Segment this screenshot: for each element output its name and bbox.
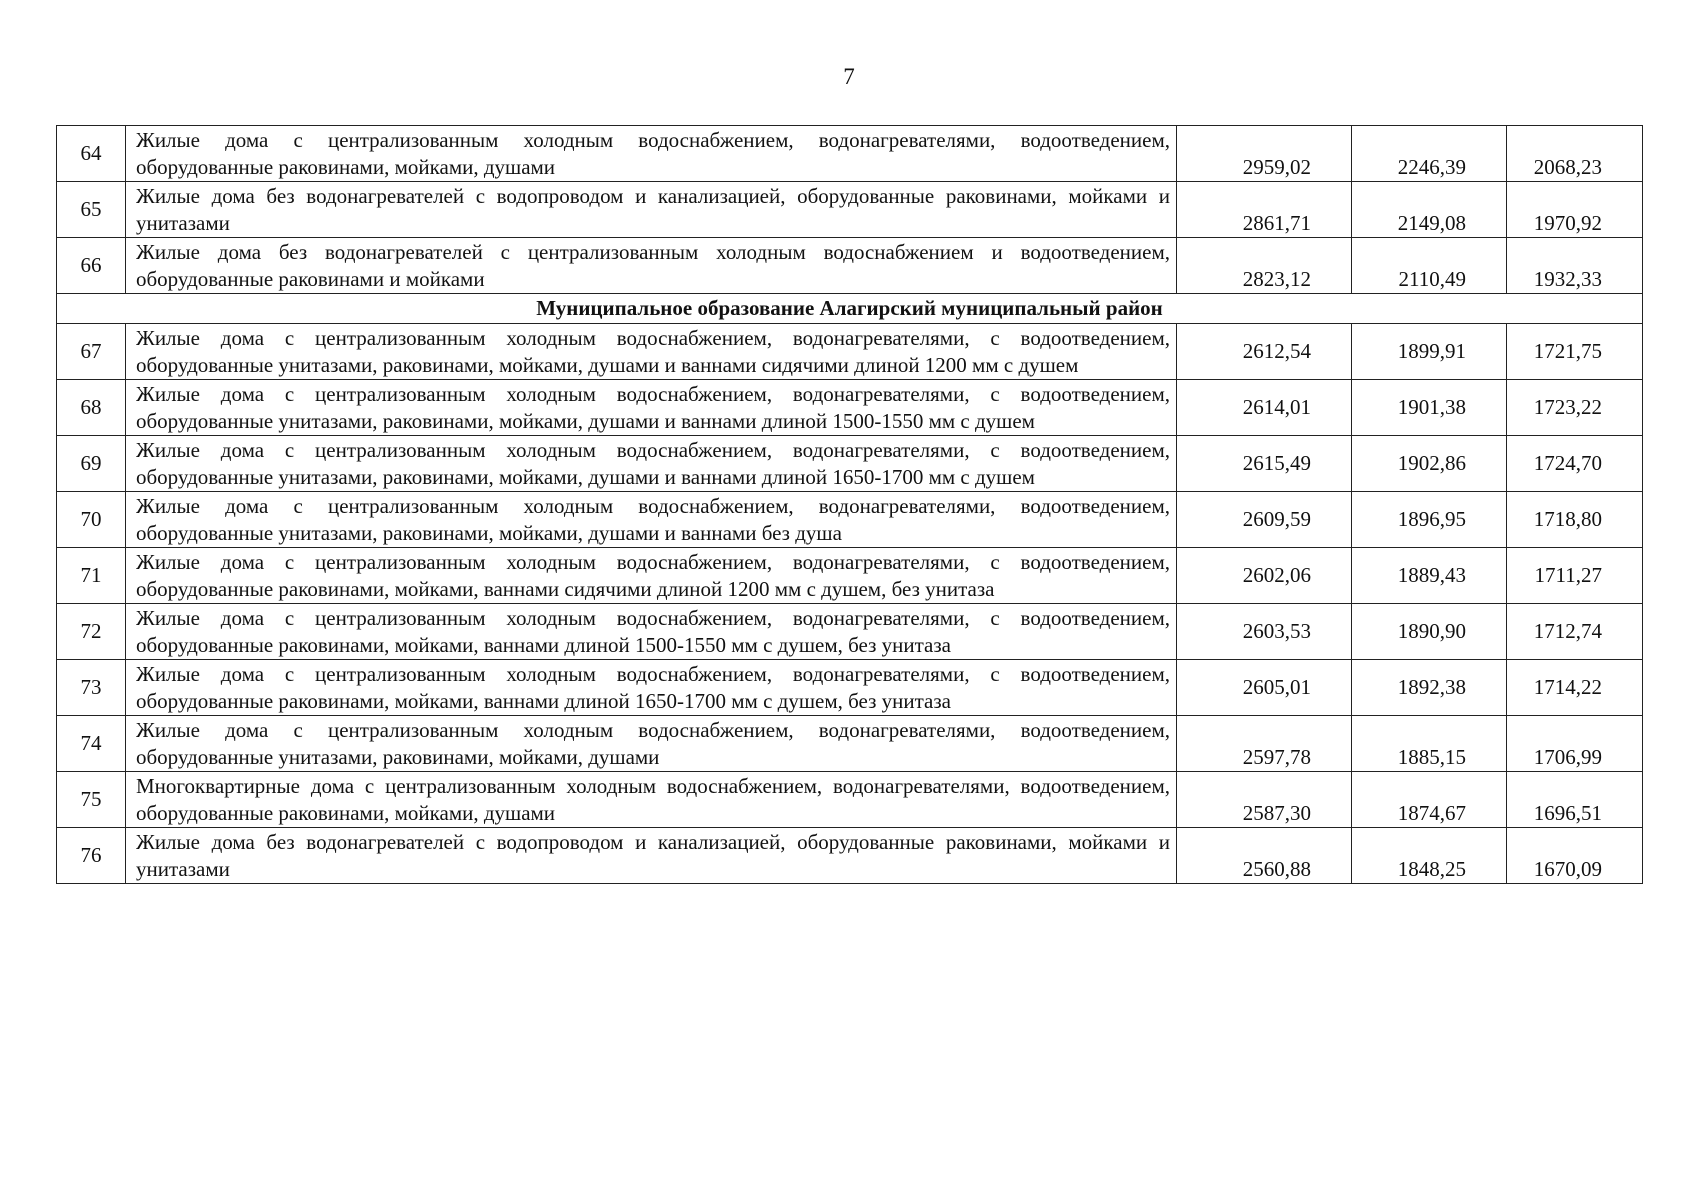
row-description: Жилые дома с централизованным холодным водоснабжением, водонагревателями, с водоотведением, оборудованные унитазами, раковинами, мойками, душами и ваннами сидячими длиной 1200 мм с душем (126, 324, 1177, 380)
row-number: 76 (57, 828, 126, 884)
table-row (57, 126, 1643, 182)
row-value-2: 1901,38 (1352, 380, 1507, 436)
table-row (57, 828, 1643, 884)
row-number: 75 (57, 772, 126, 828)
row-number: 65 (57, 182, 126, 238)
row-description: Многоквартирные дома с централизованным холодным водоснабжением, водонагревателями, водоотведением, оборудованные раковинами, мойками, душами (126, 772, 1177, 828)
row-description: Жилые дома с централизованным холодным водоснабжением, водонагревателями, с водоотведением, оборудованные раковинами, мойками, ваннами сидячими длиной 1200 мм с душем, без унитаза (126, 548, 1177, 604)
row-number: 67 (57, 324, 126, 380)
row-number: 73 (57, 660, 126, 716)
row-description: Жилые дома без водонагревателей с централизованным холодным водоснабжением и водоотведением, оборудованные раковинами и мойками (126, 238, 1177, 294)
table-row (57, 436, 1643, 492)
row-value-3: 2068,23 (1507, 126, 1643, 182)
table-row (57, 772, 1643, 828)
row-description: Жилые дома с централизованным холодным водоснабжением, водонагревателями, водоотведением, оборудованные унитазами, раковинами, мойками, душами и ваннами без душа (126, 492, 1177, 548)
row-value-3: 1932,33 (1507, 238, 1643, 294)
row-value-1: 2605,01 (1177, 660, 1352, 716)
row-value-2: 2110,49 (1352, 238, 1507, 294)
row-value-1: 2612,54 (1177, 324, 1352, 380)
row-value-1: 2587,30 (1177, 772, 1352, 828)
row-value-3: 1696,51 (1507, 772, 1643, 828)
table-row (57, 238, 1643, 294)
row-number: 69 (57, 436, 126, 492)
row-value-1: 2615,49 (1177, 436, 1352, 492)
row-value-1: 2602,06 (1177, 548, 1352, 604)
row-value-3: 1723,22 (1507, 380, 1643, 436)
row-value-2: 2246,39 (1352, 126, 1507, 182)
row-value-1: 2959,02 (1177, 126, 1352, 182)
row-value-3: 1711,27 (1507, 548, 1643, 604)
row-number: 64 (57, 126, 126, 182)
table-row (57, 660, 1643, 716)
table-row (57, 548, 1643, 604)
row-description: Жилые дома с централизованным холодным водоснабжением, водонагревателями, с водоотведением, оборудованные раковинами, мойками, ваннами длиной 1650-1700 мм с душем, без унитаза (126, 660, 1177, 716)
row-value-3: 1970,92 (1507, 182, 1643, 238)
row-value-3: 1670,09 (1507, 828, 1643, 884)
row-value-2: 1885,15 (1352, 716, 1507, 772)
row-value-3: 1706,99 (1507, 716, 1643, 772)
row-value-2: 1902,86 (1352, 436, 1507, 492)
table-row (57, 716, 1643, 772)
tariff-table (56, 125, 1643, 884)
row-value-1: 2560,88 (1177, 828, 1352, 884)
page-number: 7 (843, 64, 855, 89)
row-number: 70 (57, 492, 126, 548)
table-row (57, 182, 1643, 238)
table-row (57, 380, 1643, 436)
row-value-3: 1718,80 (1507, 492, 1643, 548)
row-value-3: 1724,70 (1507, 436, 1643, 492)
row-number: 74 (57, 716, 126, 772)
row-value-2: 1892,38 (1352, 660, 1507, 716)
row-number: 71 (57, 548, 126, 604)
row-description: Жилые дома без водонагревателей с водопроводом и канализацией, оборудованные раковинами, мойками и унитазами (126, 182, 1177, 238)
row-description: Жилые дома с централизованным холодным водоснабжением, водонагревателями, с водоотведением, оборудованные раковинами, мойками, ваннами длиной 1500-1550 мм с душем, без унитаза (126, 604, 1177, 660)
row-value-1: 2603,53 (1177, 604, 1352, 660)
section-title: Муниципальное образование Алагирский муниципальный район (57, 294, 1643, 324)
table-row (57, 604, 1643, 660)
table-row (57, 324, 1643, 380)
row-description: Жилые дома с централизованным холодным водоснабжением, водонагревателями, водоотведением, оборудованные унитазами, раковинами, мойками, душами (126, 716, 1177, 772)
row-value-1: 2861,71 (1177, 182, 1352, 238)
tariff-table-wrapper (56, 125, 1642, 884)
row-value-1: 2597,78 (1177, 716, 1352, 772)
row-value-1: 2614,01 (1177, 380, 1352, 436)
row-number: 68 (57, 380, 126, 436)
row-description: Жилые дома с централизованным холодным водоснабжением, водонагревателями, водоотведением, оборудованные раковинами, мойками, душами (126, 126, 1177, 182)
row-value-2: 1874,67 (1352, 772, 1507, 828)
row-description: Жилые дома с централизованным холодным водоснабжением, водонагревателями, с водоотведением, оборудованные унитазами, раковинами, мойками, душами и ваннами длиной 1500-1550 мм с душем (126, 380, 1177, 436)
row-value-2: 2149,08 (1352, 182, 1507, 238)
row-number: 66 (57, 238, 126, 294)
row-value-2: 1896,95 (1352, 492, 1507, 548)
row-number: 72 (57, 604, 126, 660)
table-row (57, 492, 1643, 548)
row-value-3: 1714,22 (1507, 660, 1643, 716)
row-value-2: 1890,90 (1352, 604, 1507, 660)
row-value-3: 1721,75 (1507, 324, 1643, 380)
row-value-2: 1899,91 (1352, 324, 1507, 380)
row-value-1: 2609,59 (1177, 492, 1352, 548)
row-value-2: 1848,25 (1352, 828, 1507, 884)
row-description: Жилые дома без водонагревателей с водопроводом и канализацией, оборудованные раковинами, мойками и унитазами (126, 828, 1177, 884)
row-description: Жилые дома с централизованным холодным водоснабжением, водонагревателями, с водоотведением, оборудованные унитазами, раковинами, мойками, душами и ваннами длиной 1650-1700 мм с душем (126, 436, 1177, 492)
row-value-2: 1889,43 (1352, 548, 1507, 604)
section-header-row (57, 294, 1643, 324)
row-value-1: 2823,12 (1177, 238, 1352, 294)
row-value-3: 1712,74 (1507, 604, 1643, 660)
